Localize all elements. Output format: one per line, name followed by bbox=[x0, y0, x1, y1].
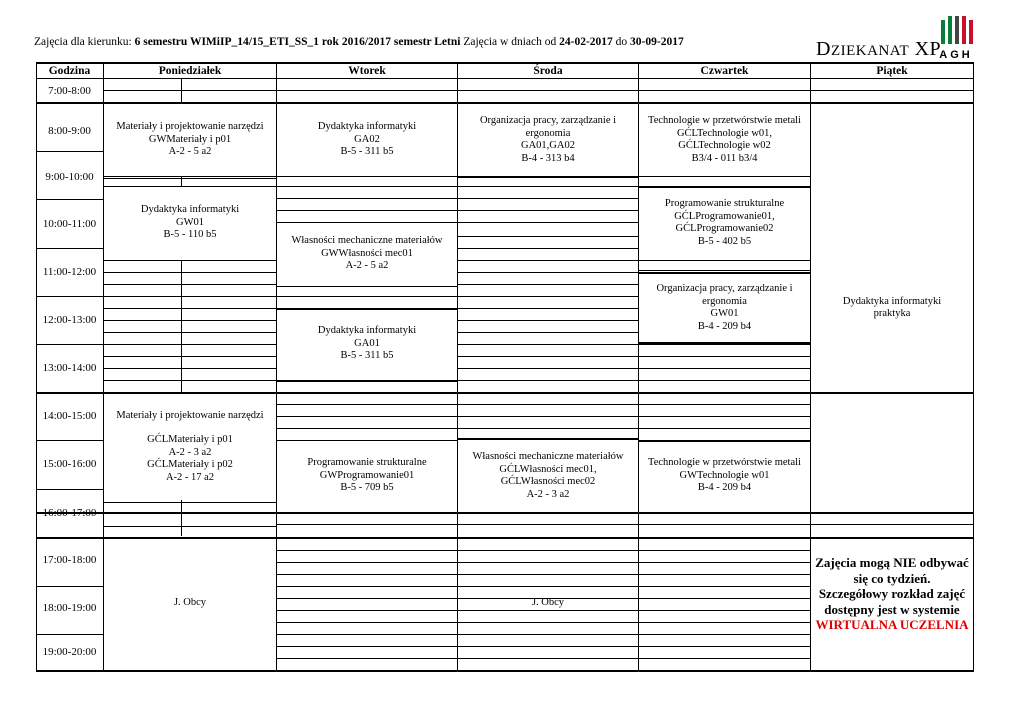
grid-line bbox=[104, 308, 276, 309]
col-header-godzina: Godzina bbox=[48, 65, 91, 77]
class-thu-1[interactable] bbox=[639, 104, 810, 176]
note-line-2: się co tydzień. bbox=[853, 570, 931, 586]
grid-line bbox=[639, 622, 810, 623]
grid-line bbox=[277, 90, 457, 91]
col-header-poniedzialek: Poniedziałek bbox=[158, 65, 222, 77]
grid-line bbox=[639, 586, 810, 587]
grid-line bbox=[458, 284, 638, 285]
col-header-piatek: Piątek bbox=[876, 65, 908, 77]
grid-line bbox=[36, 296, 103, 297]
grid-line bbox=[458, 416, 638, 417]
grid-line bbox=[181, 176, 182, 186]
time-slot-label: 10:00-11:00 bbox=[42, 218, 97, 230]
grid-line bbox=[458, 90, 638, 91]
class-line: Własności mechaniczne materiałów bbox=[472, 451, 624, 462]
grid-line bbox=[277, 198, 457, 199]
grid-line bbox=[277, 550, 457, 551]
class-line: Programowanie strukturalne bbox=[307, 457, 427, 469]
header-date-to: 30-09-2017 bbox=[630, 36, 684, 48]
grid-line bbox=[104, 320, 276, 321]
time-slot-label: 13:00-14:00 bbox=[42, 362, 97, 374]
class-line: GĆLProgramowanie02 bbox=[675, 223, 774, 234]
grid-line bbox=[458, 524, 638, 525]
grid-line bbox=[458, 368, 638, 369]
grid-line bbox=[277, 416, 457, 417]
class-line: Technologie w przetwórstwie metali bbox=[648, 115, 801, 126]
class-line: Materiały i projektowanie narzędzi bbox=[116, 409, 264, 421]
grid-line bbox=[104, 502, 276, 503]
class-tue-4[interactable] bbox=[277, 440, 457, 512]
grid-line bbox=[639, 90, 810, 91]
class-thu-3[interactable] bbox=[639, 272, 810, 344]
grid-line bbox=[458, 198, 638, 199]
time-slot-label: 18:00-19:00 bbox=[42, 602, 97, 614]
class-line: GW01 bbox=[176, 216, 204, 228]
grid-line bbox=[639, 380, 810, 381]
grid-line bbox=[277, 598, 457, 599]
class-line: Technologie w przetwórstwie metali bbox=[648, 457, 801, 469]
grid-line bbox=[277, 586, 457, 587]
header-program: 6 semestru WIMiIP_14/15_ETI_SS_1 rok 2016/2017 semestr Letni bbox=[134, 36, 461, 48]
class-line: B-5 - 402 b5 bbox=[697, 235, 752, 247]
time-slot-label: 12:00-13:00 bbox=[42, 314, 97, 326]
class-line: Organizacja pracy, zarządzanie i bbox=[656, 283, 793, 294]
class-line: B-5 - 709 b5 bbox=[340, 482, 394, 494]
class-line: Organizacja pracy, zarządzanie i bbox=[479, 115, 617, 126]
class-line: Dydaktyka informatyki bbox=[140, 204, 240, 216]
class-line: GW01 bbox=[710, 308, 739, 319]
class-line: B-4 - 313 b4 bbox=[521, 152, 575, 164]
grid-line bbox=[181, 500, 182, 536]
class-fri-1[interactable] bbox=[811, 104, 973, 512]
col-header-wtorek: Wtorek bbox=[348, 65, 386, 77]
time-slot-label: 11:00-12:00 bbox=[42, 266, 97, 278]
grid-line bbox=[458, 332, 638, 333]
grid-line bbox=[104, 178, 276, 179]
note-line-3: Szczegółowy rozkład zajęć bbox=[818, 586, 966, 601]
grid-line bbox=[639, 260, 810, 261]
class-thu-2[interactable] bbox=[639, 186, 810, 260]
class-line: B-5 - 311 b5 bbox=[340, 146, 394, 158]
class-line: GĆLWłasności mec02 bbox=[500, 476, 596, 487]
class-mon-2[interactable] bbox=[104, 186, 276, 260]
grid-line bbox=[639, 646, 810, 647]
grid-line bbox=[104, 368, 276, 369]
class-line: GWWłasności mec01 bbox=[321, 247, 413, 259]
grid-line bbox=[639, 598, 810, 599]
grid-line bbox=[36, 489, 103, 490]
grid-line bbox=[639, 550, 810, 551]
grid-line bbox=[811, 90, 973, 91]
grid-line bbox=[36, 199, 103, 200]
brand-rest: ZIEKANAT bbox=[830, 43, 910, 59]
grid-line bbox=[639, 344, 810, 345]
class-line: Materiały i projektowanie narzędzi bbox=[116, 121, 264, 133]
class-line: Dydaktyka informatyki bbox=[317, 325, 417, 337]
time-slot-label: 8:00-9:00 bbox=[48, 125, 91, 137]
grid-line bbox=[104, 332, 276, 333]
grid-line bbox=[639, 562, 810, 563]
grid-line bbox=[104, 512, 276, 513]
class-line: GA02 bbox=[354, 133, 380, 145]
grid-line bbox=[277, 562, 457, 563]
grid-line bbox=[973, 62, 974, 672]
grid-line bbox=[458, 320, 638, 321]
grid-line bbox=[458, 296, 638, 297]
class-line: GĆLTechnologie w02 bbox=[678, 140, 771, 151]
note-line-1: Zajęcia mogą NIE odbywać bbox=[815, 555, 969, 570]
grid-line bbox=[458, 308, 638, 309]
grid-line bbox=[104, 272, 276, 273]
grid-line bbox=[181, 79, 182, 102]
grid-line bbox=[458, 404, 638, 405]
header-prefix: Zajęcia dla kierunku: bbox=[34, 36, 135, 48]
class-line: A-2 - 17 a2 bbox=[165, 471, 215, 483]
header-range-mid: do bbox=[612, 36, 631, 48]
class-line: Własności mechaniczne materiałów bbox=[291, 235, 443, 247]
grid-line bbox=[104, 526, 276, 527]
class-mon-1[interactable] bbox=[104, 104, 276, 176]
time-slot-label: 17:00-18:00 bbox=[42, 554, 97, 566]
grid-line bbox=[277, 658, 457, 659]
grid-line bbox=[458, 260, 638, 261]
grid-line bbox=[277, 186, 457, 187]
grid-line bbox=[36, 344, 103, 345]
class-mon-4[interactable] bbox=[104, 538, 276, 668]
grid-line bbox=[36, 151, 103, 152]
logo-text: AGH bbox=[939, 49, 973, 60]
grid-line bbox=[277, 646, 457, 647]
grid-line bbox=[104, 356, 276, 357]
note-highlight: WIRTUALNA UCZELNIA bbox=[815, 617, 969, 632]
grid-line bbox=[104, 380, 276, 381]
class-line: A-2 - 3 a2 bbox=[168, 446, 212, 458]
col-header-sroda: Środa bbox=[533, 65, 563, 77]
grid-line bbox=[36, 248, 103, 249]
grid-line bbox=[36, 634, 103, 635]
class-thu-4[interactable] bbox=[639, 440, 810, 512]
grid-line bbox=[277, 610, 457, 611]
class-line: B3/4 - 011 b3/4 bbox=[691, 152, 758, 164]
grid-line bbox=[277, 286, 457, 287]
grid-line bbox=[277, 634, 457, 635]
time-slot-label: 14:00-15:00 bbox=[42, 410, 97, 422]
class-tue-1[interactable] bbox=[277, 104, 457, 176]
class-line: B-5 - 110 b5 bbox=[163, 229, 217, 241]
brand-initial: D bbox=[816, 38, 831, 60]
grid-line bbox=[277, 210, 457, 211]
grid-line bbox=[277, 222, 457, 223]
grid-line bbox=[639, 368, 810, 369]
grid-line bbox=[277, 428, 457, 429]
time-slot-label: 15:00-16:00 bbox=[42, 458, 97, 470]
class-line: J. Obcy bbox=[173, 596, 207, 608]
header-date-from: 24-02-2017 bbox=[559, 36, 613, 48]
grid-line bbox=[458, 344, 638, 345]
grid-line bbox=[36, 586, 103, 587]
class-line: B-5 - 311 b5 bbox=[340, 350, 394, 362]
grid-line bbox=[104, 284, 276, 285]
grid-line bbox=[277, 622, 457, 623]
class-mon-3[interactable] bbox=[104, 394, 276, 500]
grid-line bbox=[458, 248, 638, 249]
grid-line bbox=[639, 416, 810, 417]
class-tue-3[interactable] bbox=[277, 308, 457, 380]
grid-line bbox=[104, 90, 276, 91]
class-line: GĆLMateriały i p01 bbox=[147, 434, 233, 446]
class-line: ergonomia bbox=[702, 295, 747, 307]
note-line-4: dostępny jest w systemie bbox=[824, 601, 960, 617]
class-line: GWProgramowanie01 bbox=[319, 469, 415, 481]
grid-line bbox=[277, 296, 457, 297]
grid-line bbox=[36, 78, 974, 79]
class-line: B-4 - 209 b4 bbox=[697, 320, 752, 332]
grid-line bbox=[458, 380, 638, 381]
grid-line bbox=[458, 186, 638, 187]
time-slot-label: 9:00-10:00 bbox=[45, 171, 94, 183]
class-line: praktyka bbox=[873, 308, 911, 319]
class-line: GWMateriały i p01 bbox=[148, 133, 232, 145]
grid-line bbox=[639, 610, 810, 611]
time-slot-label: 7:00-8:00 bbox=[48, 85, 91, 97]
grid-line bbox=[36, 670, 974, 672]
grid-line bbox=[458, 210, 638, 211]
grid-line bbox=[277, 404, 457, 405]
class-wed-3[interactable] bbox=[458, 538, 638, 668]
header-range-prefix: Zajęcia w dniach od bbox=[460, 36, 560, 48]
class-line: GĆLTechnologie w01, bbox=[676, 127, 773, 139]
class-line: GĆLMateriały i p02 bbox=[147, 459, 233, 471]
grid-line bbox=[277, 574, 457, 575]
class-line: GWTechnologie w01 bbox=[679, 469, 770, 481]
grid-line bbox=[458, 176, 638, 178]
class-line: Dydaktyka informatyki bbox=[842, 295, 942, 307]
grid-line bbox=[639, 404, 810, 405]
class-line: GĆLProgramowanie01, bbox=[674, 210, 775, 222]
class-wed-1[interactable] bbox=[458, 104, 638, 176]
grid-line bbox=[104, 344, 276, 345]
class-line: GĆLWłasności mec01, bbox=[499, 463, 597, 475]
grid-line bbox=[639, 574, 810, 575]
class-line: A-2 - 3 a2 bbox=[526, 488, 570, 500]
grid-line bbox=[811, 524, 973, 525]
class-line: GA01,GA02 bbox=[521, 140, 575, 151]
class-line: B-4 - 209 b4 bbox=[697, 482, 752, 494]
class-line: A-2 - 5 a2 bbox=[168, 146, 212, 158]
grid-line bbox=[639, 356, 810, 357]
schedule-note bbox=[811, 555, 973, 633]
class-line: A-2 - 5 a2 bbox=[345, 260, 389, 272]
grid-line bbox=[277, 524, 457, 525]
grid-line bbox=[639, 428, 810, 429]
grid-line bbox=[181, 260, 182, 392]
grid-line bbox=[277, 380, 457, 382]
class-line: J. Obcy bbox=[531, 596, 565, 608]
grid-line bbox=[458, 236, 638, 237]
grid-line bbox=[639, 658, 810, 659]
grid-line bbox=[458, 272, 638, 273]
grid-line bbox=[639, 270, 810, 271]
grid-line bbox=[104, 296, 276, 297]
class-line: ergonomia bbox=[525, 127, 571, 139]
grid-line bbox=[639, 524, 810, 525]
grid-line bbox=[639, 538, 810, 539]
class-wed-2[interactable] bbox=[458, 440, 638, 512]
time-slot-label: 16:00-17:00 bbox=[42, 507, 97, 519]
col-header-czwartek: Czwartek bbox=[700, 65, 749, 77]
grid-line bbox=[639, 634, 810, 635]
grid-line bbox=[458, 222, 638, 223]
class-line: Programowanie strukturalne bbox=[664, 198, 785, 209]
class-line: Dydaktyka informatyki bbox=[317, 121, 417, 133]
grid-line bbox=[458, 428, 638, 429]
time-slot-label: 19:00-20:00 bbox=[42, 646, 97, 658]
grid-line bbox=[458, 356, 638, 357]
class-line: GA01 bbox=[354, 337, 380, 349]
class-tue-2[interactable] bbox=[277, 224, 457, 284]
grid-line bbox=[36, 440, 103, 441]
grid-line bbox=[104, 176, 276, 177]
brand-suffix: XP bbox=[909, 38, 942, 60]
grid-line bbox=[639, 176, 810, 177]
grid-line bbox=[277, 176, 457, 177]
grid-line bbox=[104, 260, 276, 261]
